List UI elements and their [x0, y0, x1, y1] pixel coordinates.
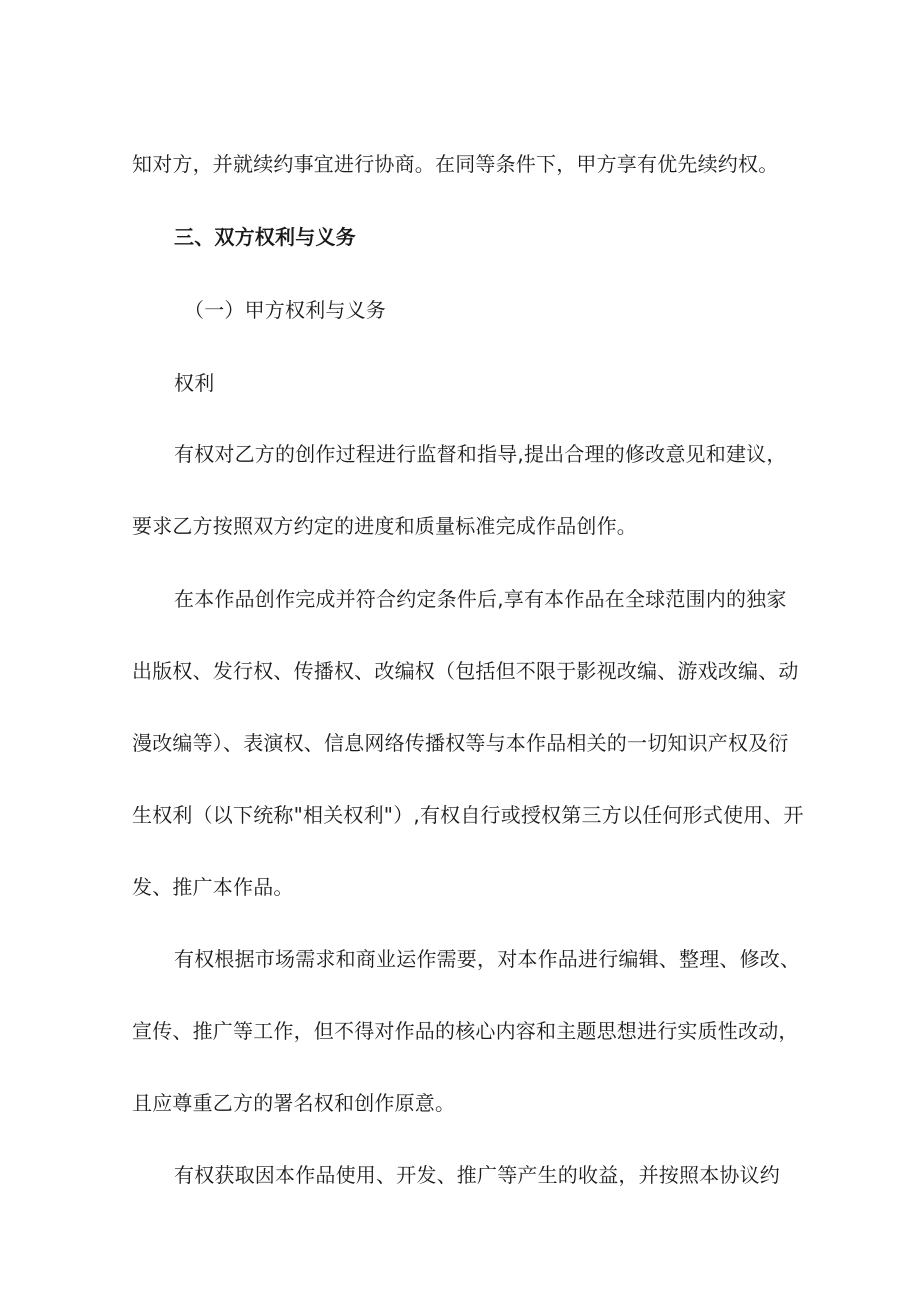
rights-label: 权利 [174, 371, 215, 395]
paragraph-line: 宣传、推广等工作，但不得对作品的核心内容和主题思想进行实质性改动， [132, 1019, 799, 1043]
paragraph-line: 有权获取因本作品使用、开发、推广等产生的收益，并按照本协议约 [174, 1163, 780, 1187]
paragraph-line: 有权对乙方的创作过程进行监督和指导,提出合理的修改意见和建议， [174, 442, 787, 466]
paragraph-line: 有权根据市场需求和商业运作需要，对本作品进行编辑、整理、修改、 [174, 947, 801, 971]
subsection-heading: （一）甲方权利与义务 [184, 298, 386, 322]
paragraph-line: 且应尊重乙方的署名权和创作原意。 [132, 1091, 456, 1115]
paragraph-line: 在本作品创作完成并符合约定条件后,享有本作品在全球范围内的独家 [174, 587, 787, 611]
paragraph-line: 要求乙方按照双方约定的进度和质量标准完成作品创作。 [132, 514, 637, 538]
paragraph-line: 发、推广本作品。 [132, 875, 294, 899]
paragraph-line: 知对方，并就续约事宜进行协商。在同等条件下，甲方享有优先续约权。 [132, 152, 779, 176]
section-heading: 三、双方权利与义务 [174, 225, 356, 249]
paragraph-line: 漫改编等）、表演权、信息网络传播权等与本作品相关的一切知识产权及衍 [132, 731, 789, 755]
paragraph-line: 出版权、发行权、传播权、改编权（包括但不限于影视改编、游戏改编、动 [132, 659, 799, 683]
paragraph-line: 生权利（以下统称"相关权利"）,有权自行或授权第三方以任何形式使用、开 [132, 803, 804, 827]
